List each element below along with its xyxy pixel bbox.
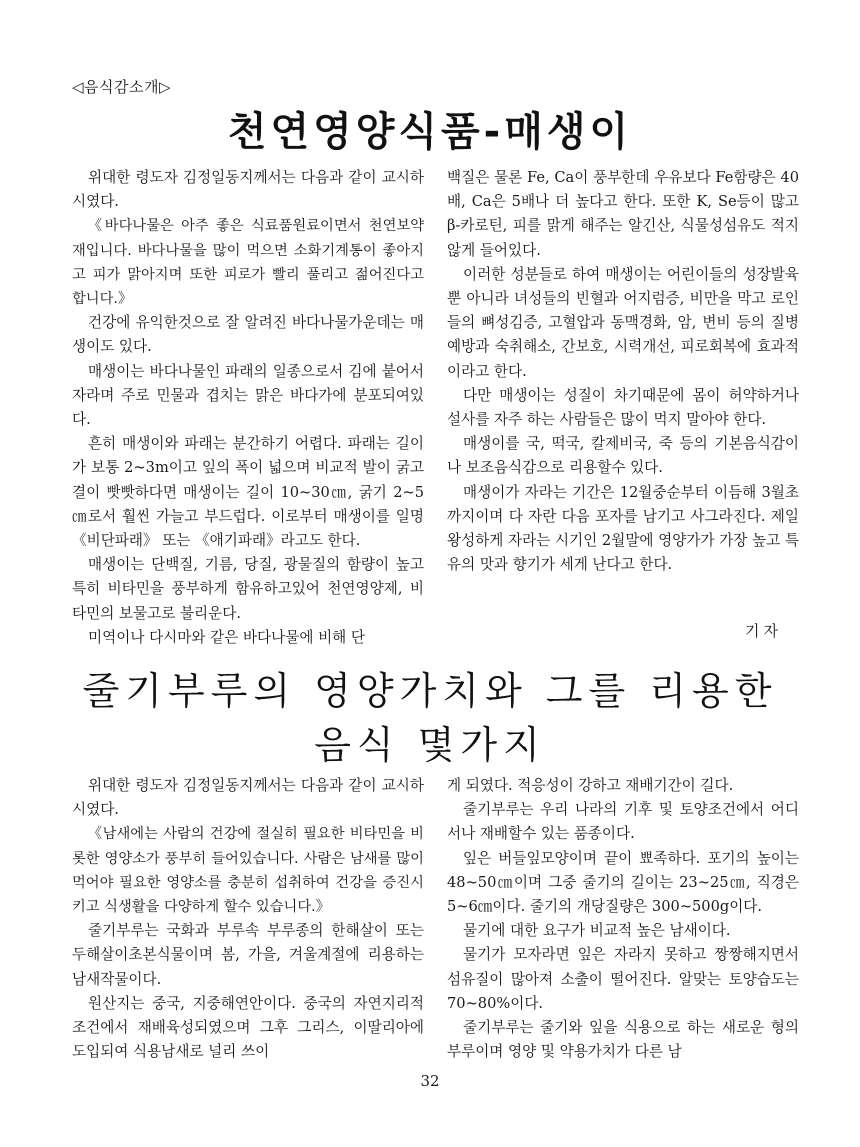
paragraph: 물기에 대한 요구가 비교적 높은 남새이다. (463, 922, 731, 940)
quote-paragraph: 《남새에는 사람의 건강에 절실히 필요한 비타민을 비롯한 영양소가 풍부히 들어있습니다. 사람은 남새를 많이 먹어야 필요한 영양소를 충분히 섭취하여 건강을 증진시키고 식생활을 다양하게 할수 있습니다.》 (72, 826, 424, 916)
article2-column-right (447, 774, 799, 1064)
paragraph: 백질은 물론 Fe, Ca이 풍부한데 우유보다 Fe함량은 40배, Ca은 5배나 더 높다고 한다. 또한 K, Se등이 많고 β-카로틴, 피를 맑게 해주는 알긴산, 식물성섬유도 적지 않게 들어있다. (447, 169, 799, 259)
paragraph: 잎은 버들잎모양이며 끝이 뾰족하다. 포기의 높이는 48~50㎝이며 그중 줄기의 길이는 23~25㎝, 직경은 5~6㎝이다. 줄기의 개당질량은 300~500g이다. (447, 849, 799, 916)
paragraph: 매생이는 단백질, 기름, 당질, 광물질의 함량이 높고 특히 비타민을 풍부하게 함유하고있어 천연영양제, 비타민의 보물고로 불리운다. (72, 556, 424, 622)
quote-paragraph: 《바다나물은 아주 좋은 식료품원료이면서 천연보약재입니다. 바다나물을 많이 먹으면 소화기계통이 좋아지고 피가 맑아지며 또한 피로가 빨리 풀리고 젊어진다고 합니다.》 (72, 218, 424, 308)
paragraph: 다만 매생이는 성질이 차기때문에 몸이 허약하거나 설사를 자주 하는 사람들은 많이 먹지 말아야 한다. (447, 386, 799, 429)
paragraph: 위대한 령도자 김정일동지께서는 다음과 같이 교시하시였다. (72, 777, 424, 819)
paragraph: 미역이나 다시마와 같은 바다나물에 비해 단 (88, 628, 365, 646)
article2-title (0, 664, 860, 772)
paragraph: 흔히 매생이와 파래는 분간하기 어렵다. 파래는 길이가 보통 2~3m이고 잎의 폭이 넓으며 비교적 발이 굵고 결이 빳빳하다면 매생이는 길이 10~30㎝, 굵기 2~5㎝로서 훨씬 가늘고 부드럽다. 이로부터 매생이를 일명 《비단파래》 또는 《애기파래》라고도 한다. (72, 435, 424, 550)
byline: 기자 (745, 622, 782, 640)
paragraph: 매생이는 바다나물인 파래의 일종으로서 김에 붙어서 자라며 주로 민물과 겹치는 맑은 바다가에 분포되여있다. (72, 362, 424, 429)
paragraph: 물기가 모자라면 잎은 자라지 못하고 짱짱해지면서 섬유질이 많아져 소출이 떨어진다. 알맞는 토양습도는 70~80%이다. (447, 946, 799, 1012)
page-number: 32 (420, 1072, 440, 1090)
paragraph: 건강에 유익한것으로 잘 알려진 바다나물가운데는 매생이도 있다. (72, 314, 424, 356)
paragraph: 줄기부루는 줄기와 잎을 식용으로 하는 새로운 형의 부루이며 영양 및 약용가치가 다른 남 (447, 1019, 799, 1061)
article1-column-right (447, 166, 799, 577)
article2-title-line1: 줄기부루의 영양가치와 그를 리용한 (82, 669, 778, 713)
article2-title-line2: 음식 몇가지 (314, 723, 546, 767)
paragraph: 원산지는 중국, 지중해연안이다. 중국의 자연지리적조건에서 재배육성되였으며 그후 그리스, 이딸리아에 도입되여 식용남새로 널리 쓰이 (72, 994, 424, 1061)
section-tag: ◁음식감소개▷ (72, 78, 172, 96)
paragraph: 줄기부루는 우리 나라의 기후 및 토양조건에서 어디서나 재배할수 있는 품종이다. (447, 801, 799, 843)
paragraph: 매생이가 자라는 기간은 12월중순부터 이듬해 3월초까지이며 다 자란 다음 포자를 남기고 사그라진다. 제일 왕성하게 자라는 시기인 2월말에 영양가가 가장 높고 특유의 맛과 향기가 세게 난다고 한다. (447, 483, 799, 574)
paragraph: 위대한 령도자 김정일동지께서는 다음과 같이 교시하시였다. (72, 169, 424, 211)
article1-column-left (72, 166, 424, 650)
paragraph: 매생이를 국, 떡국, 칼제비국, 죽 등의 기본음식감이나 보조음식감으로 리용할수 있다. (447, 435, 799, 477)
paragraph: 줄기부루는 국화과 부루속 부루종의 한해살이 또는 두해살이초본식물이며 봄, 가을, 겨울계절에 리용하는 남새작물이다. (72, 922, 424, 988)
paragraph: 게 되였다. 적응성이 강하고 재배기간이 길다. (447, 777, 734, 794)
paragraph: 이러한 성분들로 하여 매생이는 어린이들의 성장발육뿐 아니라 녀성들의 빈혈과 어지럼증, 비만을 막고 로인들의 뼈성김증, 고혈압과 동맥경화, 암, 변비 등의 질병예방과 숙취해소, 간보호, 시력개선, 피로회복에 효과적이라고 한다. (447, 265, 799, 380)
article1-title: 천연영양식품-매생이 (227, 109, 633, 155)
article2-column-left (72, 774, 424, 1064)
